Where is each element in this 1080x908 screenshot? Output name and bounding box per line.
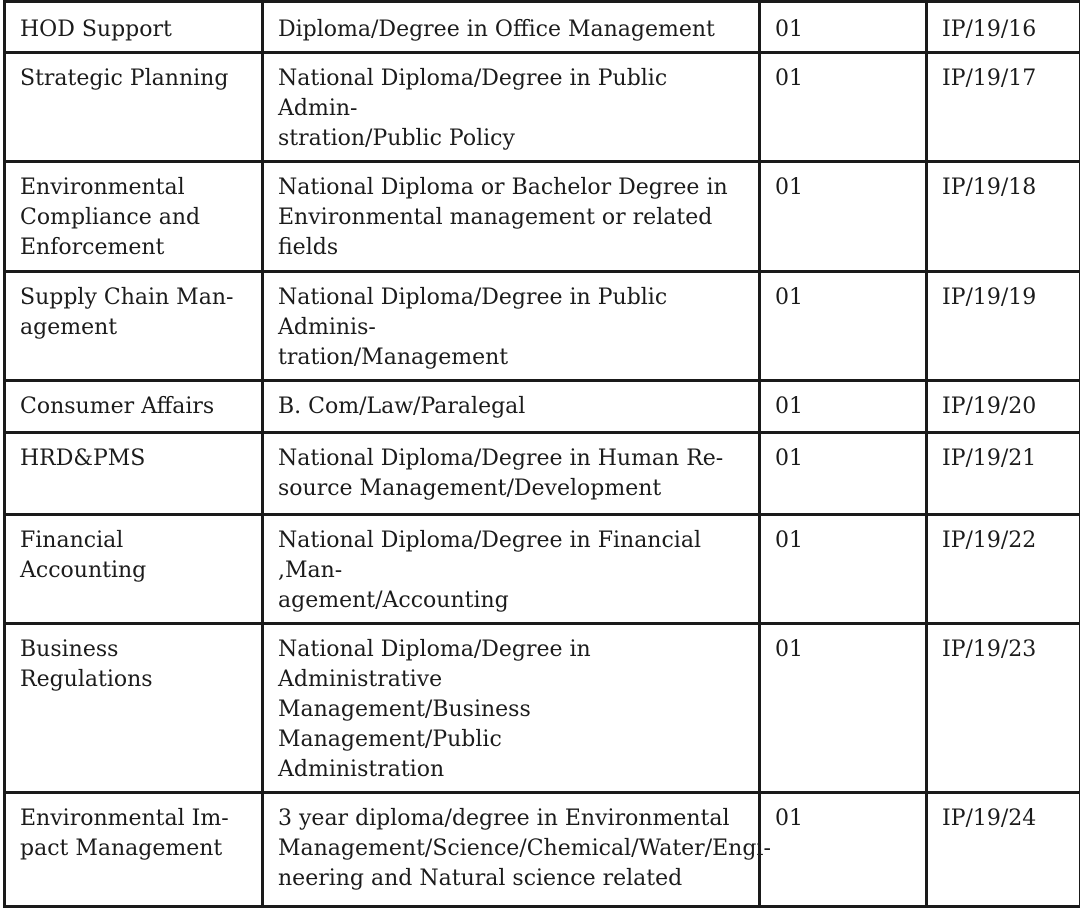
- reference-cell: IP/19/23: [927, 624, 1080, 793]
- table-row: [5, 793, 1080, 907]
- qualification-cell: National Diploma/Degree in Financial ,Man- agement/Accounting: [263, 515, 760, 624]
- reference-cell: IP/19/19: [927, 272, 1080, 381]
- qualification-cell: National Diploma/Degree in Administrative Management/Business Management/Public Administration: [263, 624, 760, 793]
- posts-cell: 01: [760, 433, 927, 515]
- posts-cell: 01: [760, 272, 927, 381]
- reference-cell: IP/19/18: [927, 162, 1080, 272]
- table-row: [5, 624, 1080, 793]
- posts-cell: 01: [760, 381, 927, 433]
- unit-cell: HRD&PMS: [5, 433, 263, 515]
- posts-cell: 01: [760, 162, 927, 272]
- reference-cell: IP/19/22: [927, 515, 1080, 624]
- table-row: [5, 2, 1080, 53]
- table-row: [5, 433, 1080, 515]
- qualification-cell: National Diploma or Bachelor Degree in Environmental management or related fields: [263, 162, 760, 272]
- posts-cell: 01: [760, 624, 927, 793]
- unit-cell: HOD Support: [5, 2, 263, 53]
- unit-cell: Supply Chain Man- agement: [5, 272, 263, 381]
- unit-cell: Consumer Affairs: [5, 381, 263, 433]
- unit-cell: Business Regulations: [5, 624, 263, 793]
- qualification-cell: 3 year diploma/degree in Environmental Management/Science/Chemical/Water/Engi- neering and Natural science related: [263, 793, 760, 907]
- vacancy-table: [3, 0, 1080, 908]
- qualification-cell: National Diploma/Degree in Human Re- source Management/Development: [263, 433, 760, 515]
- unit-cell: Environmental Compliance and Enforcement: [5, 162, 263, 272]
- unit-cell: Strategic Planning: [5, 53, 263, 162]
- qualification-cell: National Diploma/Degree in Public Admin- stration/Public Policy: [263, 53, 760, 162]
- qualification-cell: Diploma/Degree in Office Management: [263, 2, 760, 53]
- reference-cell: IP/19/20: [927, 381, 1080, 433]
- posts-cell: 01: [760, 53, 927, 162]
- table-row: [5, 381, 1080, 433]
- posts-cell: 01: [760, 793, 927, 907]
- unit-cell: Financial Accounting: [5, 515, 263, 624]
- table-row: [5, 272, 1080, 381]
- reference-cell: IP/19/16: [927, 2, 1080, 53]
- posts-cell: 01: [760, 515, 927, 624]
- qualification-cell: B. Com/Law/Paralegal: [263, 381, 760, 433]
- qualification-cell: National Diploma/Degree in Public Adminis- tration/Management: [263, 272, 760, 381]
- unit-cell: Environmental Im- pact Management: [5, 793, 263, 907]
- reference-cell: IP/19/24: [927, 793, 1080, 907]
- table-row: [5, 162, 1080, 272]
- reference-cell: IP/19/21: [927, 433, 1080, 515]
- posts-cell: 01: [760, 2, 927, 53]
- table-row: [5, 515, 1080, 624]
- reference-cell: IP/19/17: [927, 53, 1080, 162]
- table-row: [5, 53, 1080, 162]
